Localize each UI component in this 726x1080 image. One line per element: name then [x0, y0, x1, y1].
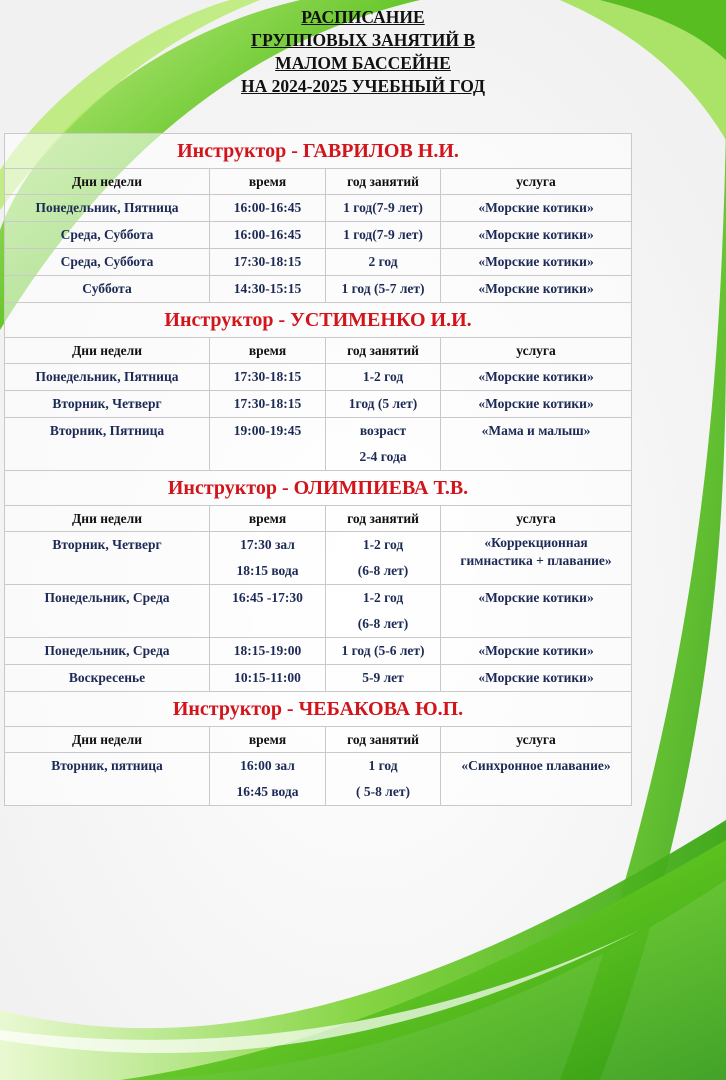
title-line-3: МАЛОМ БАССЕЙНЕ: [275, 53, 451, 73]
cell-time: [210, 638, 326, 665]
cell-service-line: «Синхронное плавание»: [461, 758, 611, 773]
cell-days: [5, 391, 210, 418]
cell-service: [441, 222, 632, 249]
cell-year: [326, 276, 441, 303]
cell-days: [5, 532, 210, 585]
table-row: [5, 585, 632, 638]
cell-year: [326, 638, 441, 665]
cell-year-line: возраст: [359, 423, 407, 438]
cell-time: [210, 532, 326, 585]
cell-service-line: «Морские котики»: [478, 281, 594, 296]
cell-days: [5, 222, 210, 249]
cell-year-line: 1 год(7-9 лет): [343, 200, 423, 215]
header-time: время: [210, 169, 326, 195]
cell-time-line-2: 18:15 вода: [236, 563, 299, 578]
header-year: год занятий: [326, 727, 441, 753]
cell-year: [326, 364, 441, 391]
cell-time: [210, 418, 326, 471]
table-row: [5, 665, 632, 692]
header-days: Дни недели: [5, 727, 210, 753]
header-row: [5, 338, 632, 364]
cell-days: [5, 364, 210, 391]
cell-days: [5, 665, 210, 692]
table-row: [5, 364, 632, 391]
cell-time-line: 18:15-19:00: [233, 643, 302, 658]
header-time: время: [210, 727, 326, 753]
cell-time-line: 14:30-15:15: [233, 281, 302, 296]
cell-time: [210, 222, 326, 249]
cell-time: [210, 276, 326, 303]
cell-service-line: «Морские котики»: [478, 227, 594, 242]
cell-service: [441, 276, 632, 303]
cell-time: [210, 364, 326, 391]
table-row: [5, 638, 632, 665]
cell-service-line: «Морские котики»: [478, 254, 594, 269]
table-row: [5, 391, 632, 418]
cell-service: [441, 195, 632, 222]
cell-service: [441, 391, 632, 418]
schedule-table: [4, 133, 632, 806]
cell-year-line: 1-2 год: [362, 369, 404, 384]
cell-time-line: 17:30-18:15: [233, 254, 302, 269]
cell-days-line: Понедельник, Среда: [44, 590, 170, 605]
cell-service: [441, 418, 632, 471]
header-row: [5, 169, 632, 195]
cell-days-line: Суббота: [82, 281, 132, 296]
cell-year-line-2: (6-8 лет): [357, 563, 409, 578]
cell-time: [210, 391, 326, 418]
cell-days: [5, 418, 210, 471]
cell-service: [441, 249, 632, 276]
header-service: услуга: [441, 169, 632, 195]
cell-time: [210, 249, 326, 276]
cell-days-line: Понедельник, Среда: [44, 643, 170, 658]
cell-time-line: 10:15-11:00: [234, 670, 301, 685]
cell-service: [441, 638, 632, 665]
cell-days-line: Понедельник, Пятница: [35, 200, 179, 215]
cell-days-line: Вторник, Пятница: [49, 423, 165, 438]
cell-service-line: «Морские котики»: [478, 590, 594, 605]
cell-year: [326, 585, 441, 638]
cell-service: [441, 665, 632, 692]
cell-time: [210, 585, 326, 638]
cell-time-line-2: 16:45 вода: [236, 784, 299, 799]
header-time: время: [210, 338, 326, 364]
title-line-2: ГРУППОВЫХ ЗАНЯТИЙ В: [250, 30, 475, 50]
cell-year-line: 1 год (5-6 лет): [341, 643, 425, 658]
cell-time-line: 17:30 зал: [240, 537, 295, 552]
cell-time: [210, 665, 326, 692]
cell-days-line: Понедельник, Пятница: [35, 369, 179, 384]
cell-days: [5, 276, 210, 303]
cell-year-line: 1-2 год: [362, 590, 404, 605]
instructor-row: [5, 134, 632, 169]
header-row: [5, 727, 632, 753]
header-days: Дни недели: [5, 506, 210, 532]
header-service: услуга: [441, 338, 632, 364]
cell-year: [326, 532, 441, 585]
cell-year-line: 1 год (5-7 лет): [341, 281, 425, 296]
cell-year: [326, 249, 441, 276]
cell-year-line-2: (6-8 лет): [357, 616, 409, 631]
table-row: [5, 276, 632, 303]
cell-service-line: «Морские котики»: [478, 369, 594, 384]
table-row: [5, 753, 632, 806]
header-year: год занятий: [326, 338, 441, 364]
cell-year-line-2: ( 5-8 лет): [356, 784, 410, 799]
cell-days: [5, 585, 210, 638]
cell-service-line: «Морские котики»: [478, 200, 594, 215]
cell-year-line: 1 год: [368, 758, 398, 773]
cell-days-line: Вторник, Четверг: [52, 537, 162, 552]
cell-time-line: 16:45 -17:30: [232, 590, 303, 605]
instructor-row: [5, 692, 632, 727]
cell-time-line: 16:00 зал: [240, 758, 295, 773]
cell-service-line: «Морские котики»: [478, 643, 594, 658]
cell-year-line: 1 год(7-9 лет): [343, 227, 423, 242]
cell-service-line: «Коррекционная: [484, 535, 588, 550]
title-line-4: НА 2024-2025 УЧЕБНЫЙ ГОД: [240, 76, 486, 96]
cell-time-line: 17:30-18:15: [233, 369, 302, 384]
cell-time: [210, 195, 326, 222]
cell-year: [326, 665, 441, 692]
cell-service: [441, 364, 632, 391]
cell-service-line: «Мама и малыш»: [481, 423, 591, 438]
header-year: год занятий: [326, 169, 441, 195]
header-time: время: [210, 506, 326, 532]
instructor-name: Инструктор - ГАВРИЛОВ Н.И.: [5, 134, 632, 169]
header-service: услуга: [441, 727, 632, 753]
cell-time-line: 16:00-16:45: [233, 200, 302, 215]
cell-year-line: 2 год: [368, 254, 398, 269]
cell-service: [441, 585, 632, 638]
cell-service-line: «Морские котики»: [478, 396, 594, 411]
cell-time-line: 19:00-19:45: [233, 423, 302, 438]
cell-year-line-2: 2-4 года: [359, 449, 407, 464]
table-row: [5, 532, 632, 585]
cell-year: [326, 391, 441, 418]
cell-days-line: Вторник, Четверг: [52, 396, 162, 411]
cell-days-line: Среда, Суббота: [60, 227, 154, 242]
cell-service-line-2: гимнастика + плавание»: [460, 553, 612, 568]
cell-days-line: Вторник, пятница: [51, 758, 163, 773]
cell-time-line: 17:30-18:15: [233, 396, 302, 411]
cell-time-line: 16:00-16:45: [233, 227, 302, 242]
table-row: [5, 195, 632, 222]
cell-year: [326, 753, 441, 806]
cell-year: [326, 222, 441, 249]
table-row: [5, 249, 632, 276]
header-row: [5, 506, 632, 532]
cell-days: [5, 249, 210, 276]
cell-days: [5, 638, 210, 665]
cell-year-line: 1-2 год: [362, 537, 404, 552]
cell-days: [5, 195, 210, 222]
cell-service: [441, 753, 632, 806]
cell-year: [326, 418, 441, 471]
cell-days-line: Среда, Суббота: [60, 254, 154, 269]
instructor-row: [5, 303, 632, 338]
header-service: услуга: [441, 506, 632, 532]
instructor-name: Инструктор - ЧЕБАКОВА Ю.П.: [5, 692, 632, 727]
title-line-1: РАСПИСАНИЕ: [301, 7, 425, 27]
cell-year-line: 5-9 лет: [362, 670, 404, 685]
cell-service: [441, 532, 632, 585]
cell-year: [326, 195, 441, 222]
header-days: Дни недели: [5, 169, 210, 195]
cell-days: [5, 753, 210, 806]
cell-time: [210, 753, 326, 806]
header-year: год занятий: [326, 506, 441, 532]
instructor-name: Инструктор - УСТИМЕНКО И.И.: [5, 303, 632, 338]
cell-year-line: 1год (5 лет): [348, 396, 418, 411]
cell-service-line: «Морские котики»: [478, 670, 594, 685]
header-days: Дни недели: [5, 338, 210, 364]
cell-days-line: Воскресенье: [68, 670, 146, 685]
table-row: [5, 418, 632, 471]
table-row: [5, 222, 632, 249]
page-title: [0, 6, 726, 98]
instructor-name: Инструктор - ОЛИМПИЕВА Т.В.: [5, 471, 632, 506]
instructor-row: [5, 471, 632, 506]
